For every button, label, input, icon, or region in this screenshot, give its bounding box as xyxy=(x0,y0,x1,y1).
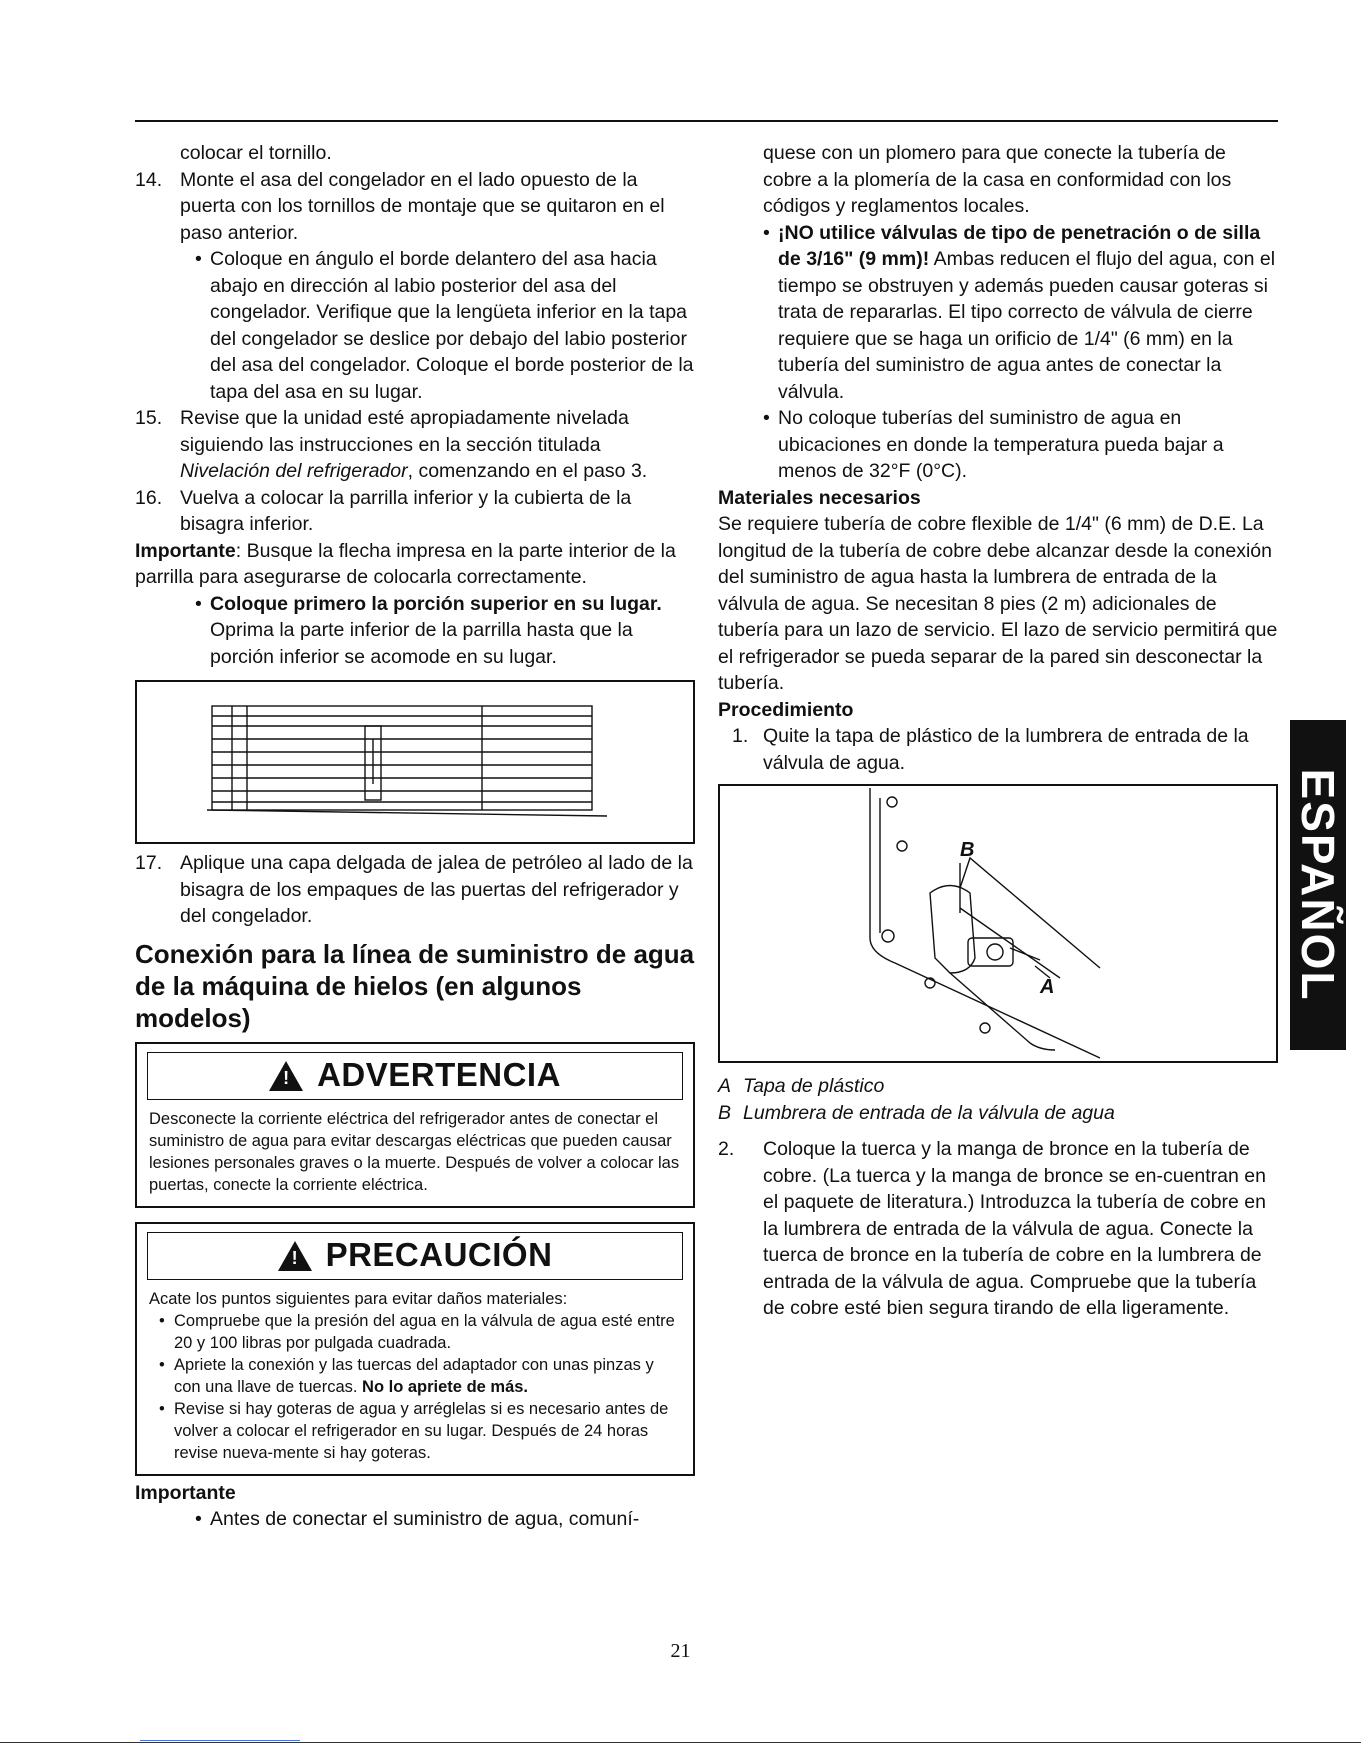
bullet-icon: • xyxy=(159,1311,165,1330)
label-a: A xyxy=(1040,976,1055,998)
caption-a: A Tapa de plástico xyxy=(718,1075,885,1097)
step-14: 14. Monte el asa del congelador en el lado opuesto de la puerta con los tornillos de montaje que se quitaron en el paso anterior. xyxy=(135,168,665,244)
procedure-heading: Procedimiento xyxy=(718,698,854,721)
label-b: B xyxy=(960,839,975,861)
procedure-step-2: 2. Coloque la tuerca y la manga de bronce en la tubería de cobre. (La tuerca y la manga de bronce se en-cuentran en el paquete de literatura.) Introduzca la tubería de cobre en la lumbrera de entrada de la válvula de agua. Conecte la tuerca de bronce en la tubería de cobre en la lumbrera de entrada de la válvula de agua. Compruebe que la tubería de cobre esté bien segura tirando de ella ligeramente. xyxy=(718,1138,1266,1319)
grille-bullet: • Coloque primero la porción superior en su lugar. Oprima la parte inferior de la parrilla hasta que la porción inferior se acomode en su lugar. xyxy=(135,591,695,671)
plumber-continuation: quese con un plomero para que conecte la tubería de cobre a la plomería de la casa en conformidad con los códigos y reglamentos locales. xyxy=(763,142,1232,217)
step-14-bullet: • Coloque en ángulo el borde delantero del asa hacia abajo en dirección al labio posterior del asa del congelador. Verifique que la lengüeta inferior en la tapa del congelador se deslice por debajo del labio posterior del asa del congelador. Coloque el borde posterior de la tapa del asa en su lugar. xyxy=(135,246,695,405)
caution-triangle-icon: ! xyxy=(278,1241,312,1271)
valve-drawing xyxy=(720,786,1276,1061)
bottom-link-underline xyxy=(140,1740,300,1741)
warning-box xyxy=(135,1042,695,1208)
caution-body: Acate los puntos siguientes para evitar daños materiales: • Compruebe que la presión del agua en la válvula de agua esté entre 20 y 100 libras por pulgada cuadrada. • Apriete la conexión y las tuercas del adaptador con unas pinzas y con una llave de tuercas. No lo apriete de más. • Revise si hay goteras de agua y arréglelas si es necesario antes de volver a colocar el refrigerador en su lugar. Después de 24 horas revise nueva-mente si hay goteras. xyxy=(137,1288,693,1474)
caution-header: ! PRECAUCIÓN xyxy=(147,1232,683,1280)
step13-continuation: colocar el tornillo. xyxy=(180,142,332,164)
bullet-icon: • xyxy=(195,248,202,270)
caption-b: B Lumbrera de entrada de la válvula de agua xyxy=(718,1101,1115,1124)
important-note: Importante: Busque la flecha impresa en la parte interior de la parrilla para asegurarse de colocarla correctamente. xyxy=(135,539,676,588)
caution-bullet: • Compruebe que la presión del agua en la válvula de agua esté entre 20 y 100 libras por pulgada cuadrada. xyxy=(159,1311,675,1352)
step-15: 15. Revise que la unidad esté apropiadamente nivelada siguiendo las instrucciones en la sección titulada Nivelación del refrigerador, comenzando en el paso 3. xyxy=(135,407,648,482)
bullet-icon: • xyxy=(195,1508,202,1530)
bullet-icon: • xyxy=(159,1399,165,1418)
top-rule xyxy=(135,120,1278,122)
valve-illustration xyxy=(718,784,1278,1063)
bullet-icon: • xyxy=(763,221,770,244)
caution-box xyxy=(135,1222,695,1476)
temperature-bullet: • No coloque tuberías del suministro de agua en ubicaciones en donde la temperatura pueda bajar a menos de 32°F (0°C). xyxy=(718,405,1278,485)
grille-illustration xyxy=(135,680,695,844)
procedure-step-1: 1. Quite la tapa de plástico de la lumbrera de entrada de la válvula de agua. xyxy=(732,725,1249,774)
bullet-icon: • xyxy=(763,407,770,429)
grille-drawing xyxy=(137,682,693,842)
left-column xyxy=(135,140,695,1533)
page-number: 21 xyxy=(670,1640,691,1662)
warning-text: Desconecte la corriente eléctrica del refrigerador antes de conectar el suministro de agua para evitar descargas eléctricas que pueden causar lesiones personales graves o la muerte. Después de volver a colocar las puertas, conecte la corriente eléctrica. xyxy=(149,1109,680,1194)
materials-text: Se requiere tubería de cobre flexible de 1/4" (6 mm) de D.E. La longitud de la tubería de cobre debe alcanzar desde la conexión del suministro de agua hasta la lumbrera de entrada de la válvula de agua. Se necesitan 8 pies (2 m) adicionales de tubería para un lazo de servicio. El lazo de servicio permitirá que el refrigerador se pueda separar de la pared sin desconectar la tubería. xyxy=(718,513,1278,694)
right-column xyxy=(718,140,1278,1322)
section-title: Conexión para la línea de suministro de agua de la máquina de hielos (en algunos modelos) xyxy=(135,938,695,1033)
important-heading: Importante xyxy=(135,1481,236,1504)
caution-bullet: • Revise si hay goteras de agua y arréglelas si es necesario antes de volver a colocar el refrigerador en su lugar. Después de 24 horas revise nueva-mente si hay goteras. xyxy=(159,1399,669,1462)
step-17: 17. Aplique una capa delgada de jalea de petróleo al lado de la bisagra de los empaques de las puertas del refrigerador y del congelador. xyxy=(135,852,693,927)
bottom-rule xyxy=(0,1742,1361,1743)
caution-bullet: • Apriete la conexión y las tuercas del adaptador con unas pinzas y con una llave de tuercas. No lo apriete de más. xyxy=(159,1355,654,1396)
bullet-icon: • xyxy=(159,1355,165,1374)
language-side-tab-label: ESPAÑOL xyxy=(1292,768,1344,1002)
materials-heading: Materiales necesarios xyxy=(718,486,921,509)
saddle-valve-bullet: • ¡NO utilice válvulas de tipo de penetración o de silla de 3/16" (9 mm)! Ambas reducen el flujo del agua, con el tiempo se obstruyen y además pueden causar goteras si trata de repararlas. El tipo correcto de válvula de cierre requiere que se haga un orificio de 1/4" (6 mm) en la tubería del suministro de agua antes de conectar la válvula. xyxy=(718,220,1278,406)
warning-header: ! ADVERTENCIA xyxy=(147,1052,683,1100)
important-bullet: • Antes de conectar el suministro de agua, comuní- xyxy=(135,1506,695,1533)
bullet-icon: • xyxy=(195,592,202,615)
step-16: 16. Vuelva a colocar la parrilla inferior y la cubierta de la bisagra inferior. xyxy=(135,486,632,535)
warning-triangle-icon: ! xyxy=(269,1061,303,1091)
